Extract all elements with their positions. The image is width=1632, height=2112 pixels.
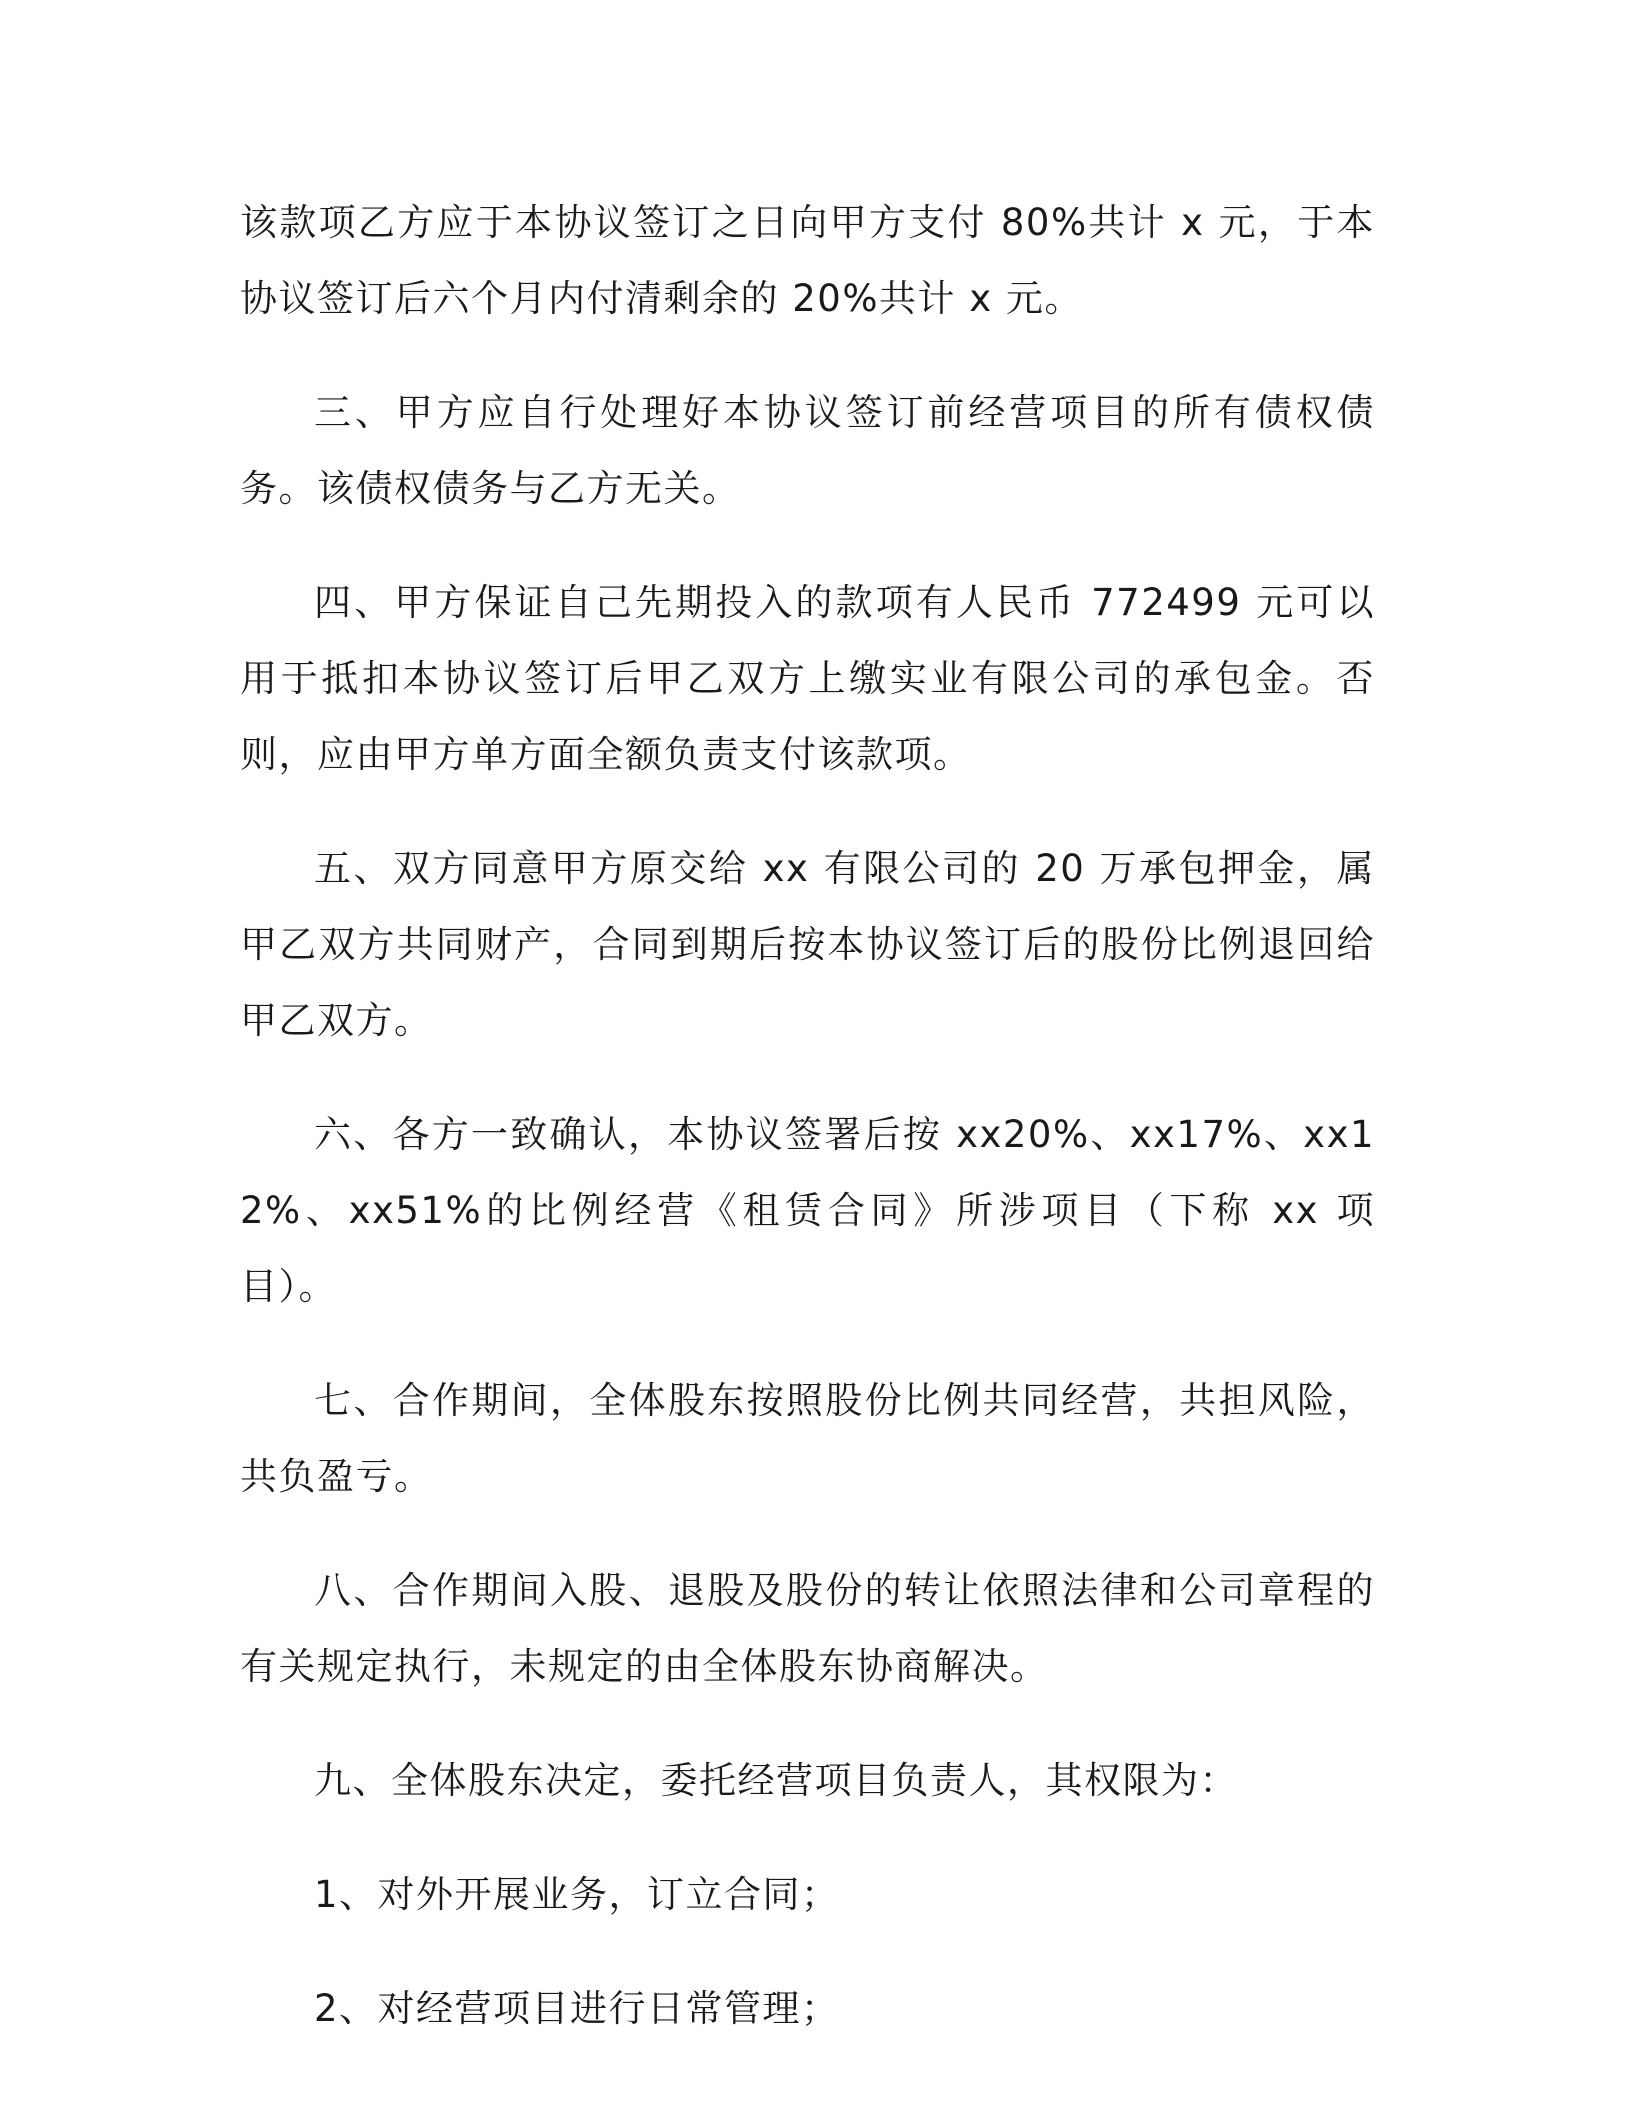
paragraph-item-2: 2、对经营项目进行日常管理； bbox=[314, 1987, 840, 2030]
paragraph-clause-4: 四、甲方保证自己先期投入的款项有人民币 772499 元可以用于抵扣本协议签订后甲乙双方上缴实业有限公司的承包金。否则，应由甲方单方面全额负责支付该款项。 bbox=[240, 581, 1375, 776]
paragraph-clause-8: 八、合作期间入股、退股及股份的转让依照法律和公司章程的有关规定执行，未规定的由全体股东协商解决。 bbox=[240, 1569, 1375, 1688]
paragraph-clause-5: 五、双方同意甲方原交给 xx 有限公司的 20 万承包押金，属甲乙双方共同财产，合同到期后按本协议签订后的股份比例退回给甲乙双方。 bbox=[240, 847, 1375, 1042]
paragraph-clause-6: 六、各方一致确认，本协议签署后按 xx20%、xx17%、xx12%、xx51%的比例经营《租赁合同》所涉项目（下称 xx 项目）。 bbox=[240, 1113, 1375, 1308]
paragraph-clause-7: 七、合作期间，全体股东按照股份比例共同经营，共担风险，共负盈亏。 bbox=[240, 1379, 1375, 1498]
paragraph-payment-terms: 该款项乙方应于本协议签订之日向甲方支付 80%共计 x 元，于本协议签订后六个月内付清剩余的 20%共计 x 元。 bbox=[240, 201, 1375, 320]
paragraph-clause-3: 三、甲方应自行处理好本协议签订前经营项目的所有债权债务。该债权债务与乙方无关。 bbox=[240, 391, 1375, 510]
document-body bbox=[240, 185, 1375, 2085]
paragraph-clause-9: 九、全体股东决定，委托经营项目负责人，其权限为： bbox=[314, 1759, 1238, 1802]
paragraph-item-1: 1、对外开展业务，订立合同； bbox=[314, 1873, 840, 1916]
